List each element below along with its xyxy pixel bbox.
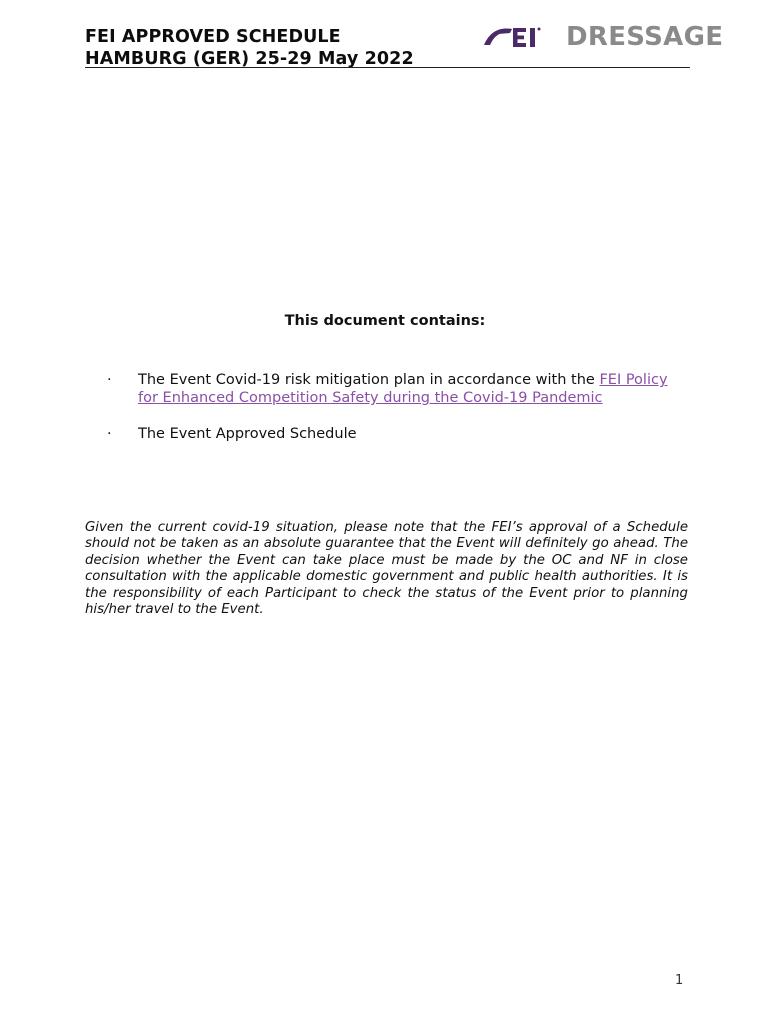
logo-wordmark: DRESSAGE (566, 22, 724, 52)
list-item-text: The Event Approved Schedule (138, 426, 357, 442)
header-divider (85, 67, 690, 68)
schedule-title (85, 26, 414, 70)
list-item-prefix: The Event Covid-19 risk mitigation plan in accordance with the (138, 372, 600, 388)
fei-horse-logo-icon (482, 23, 554, 51)
covid-disclaimer: Given the current covid-19 situation, please note that the FEI’s approval of a Schedule should not be taken as an absolute guarantee that the Event will definitely go ahead. The decision whether the Event can take place must be made by the OC and NF in close consultation with the applicable domestic government and public health authorities. It is the responsibility of each Participant to check the status of the Event prior to planning his/her travel to the Event. (85, 520, 688, 618)
schedule-title-line2: HAMBURG (GER) 25-29 May 2022 (85, 49, 414, 69)
contents-list (107, 371, 677, 461)
list-item (107, 371, 677, 407)
contents-heading: This document contains: (284, 313, 486, 329)
list-item-text (138, 371, 677, 407)
bullet-marker: · (107, 426, 112, 442)
fei-policy-link[interactable]: FEI Policy for Enhanced Competition Safety during the Covid-19 Pandemic (138, 372, 668, 406)
fei-dressage-logo (482, 22, 723, 52)
bullet-marker: · (107, 372, 112, 388)
schedule-title-line1: FEI APPROVED SCHEDULE (85, 27, 341, 47)
page-number: 1 (675, 973, 684, 988)
list-item (107, 425, 677, 443)
